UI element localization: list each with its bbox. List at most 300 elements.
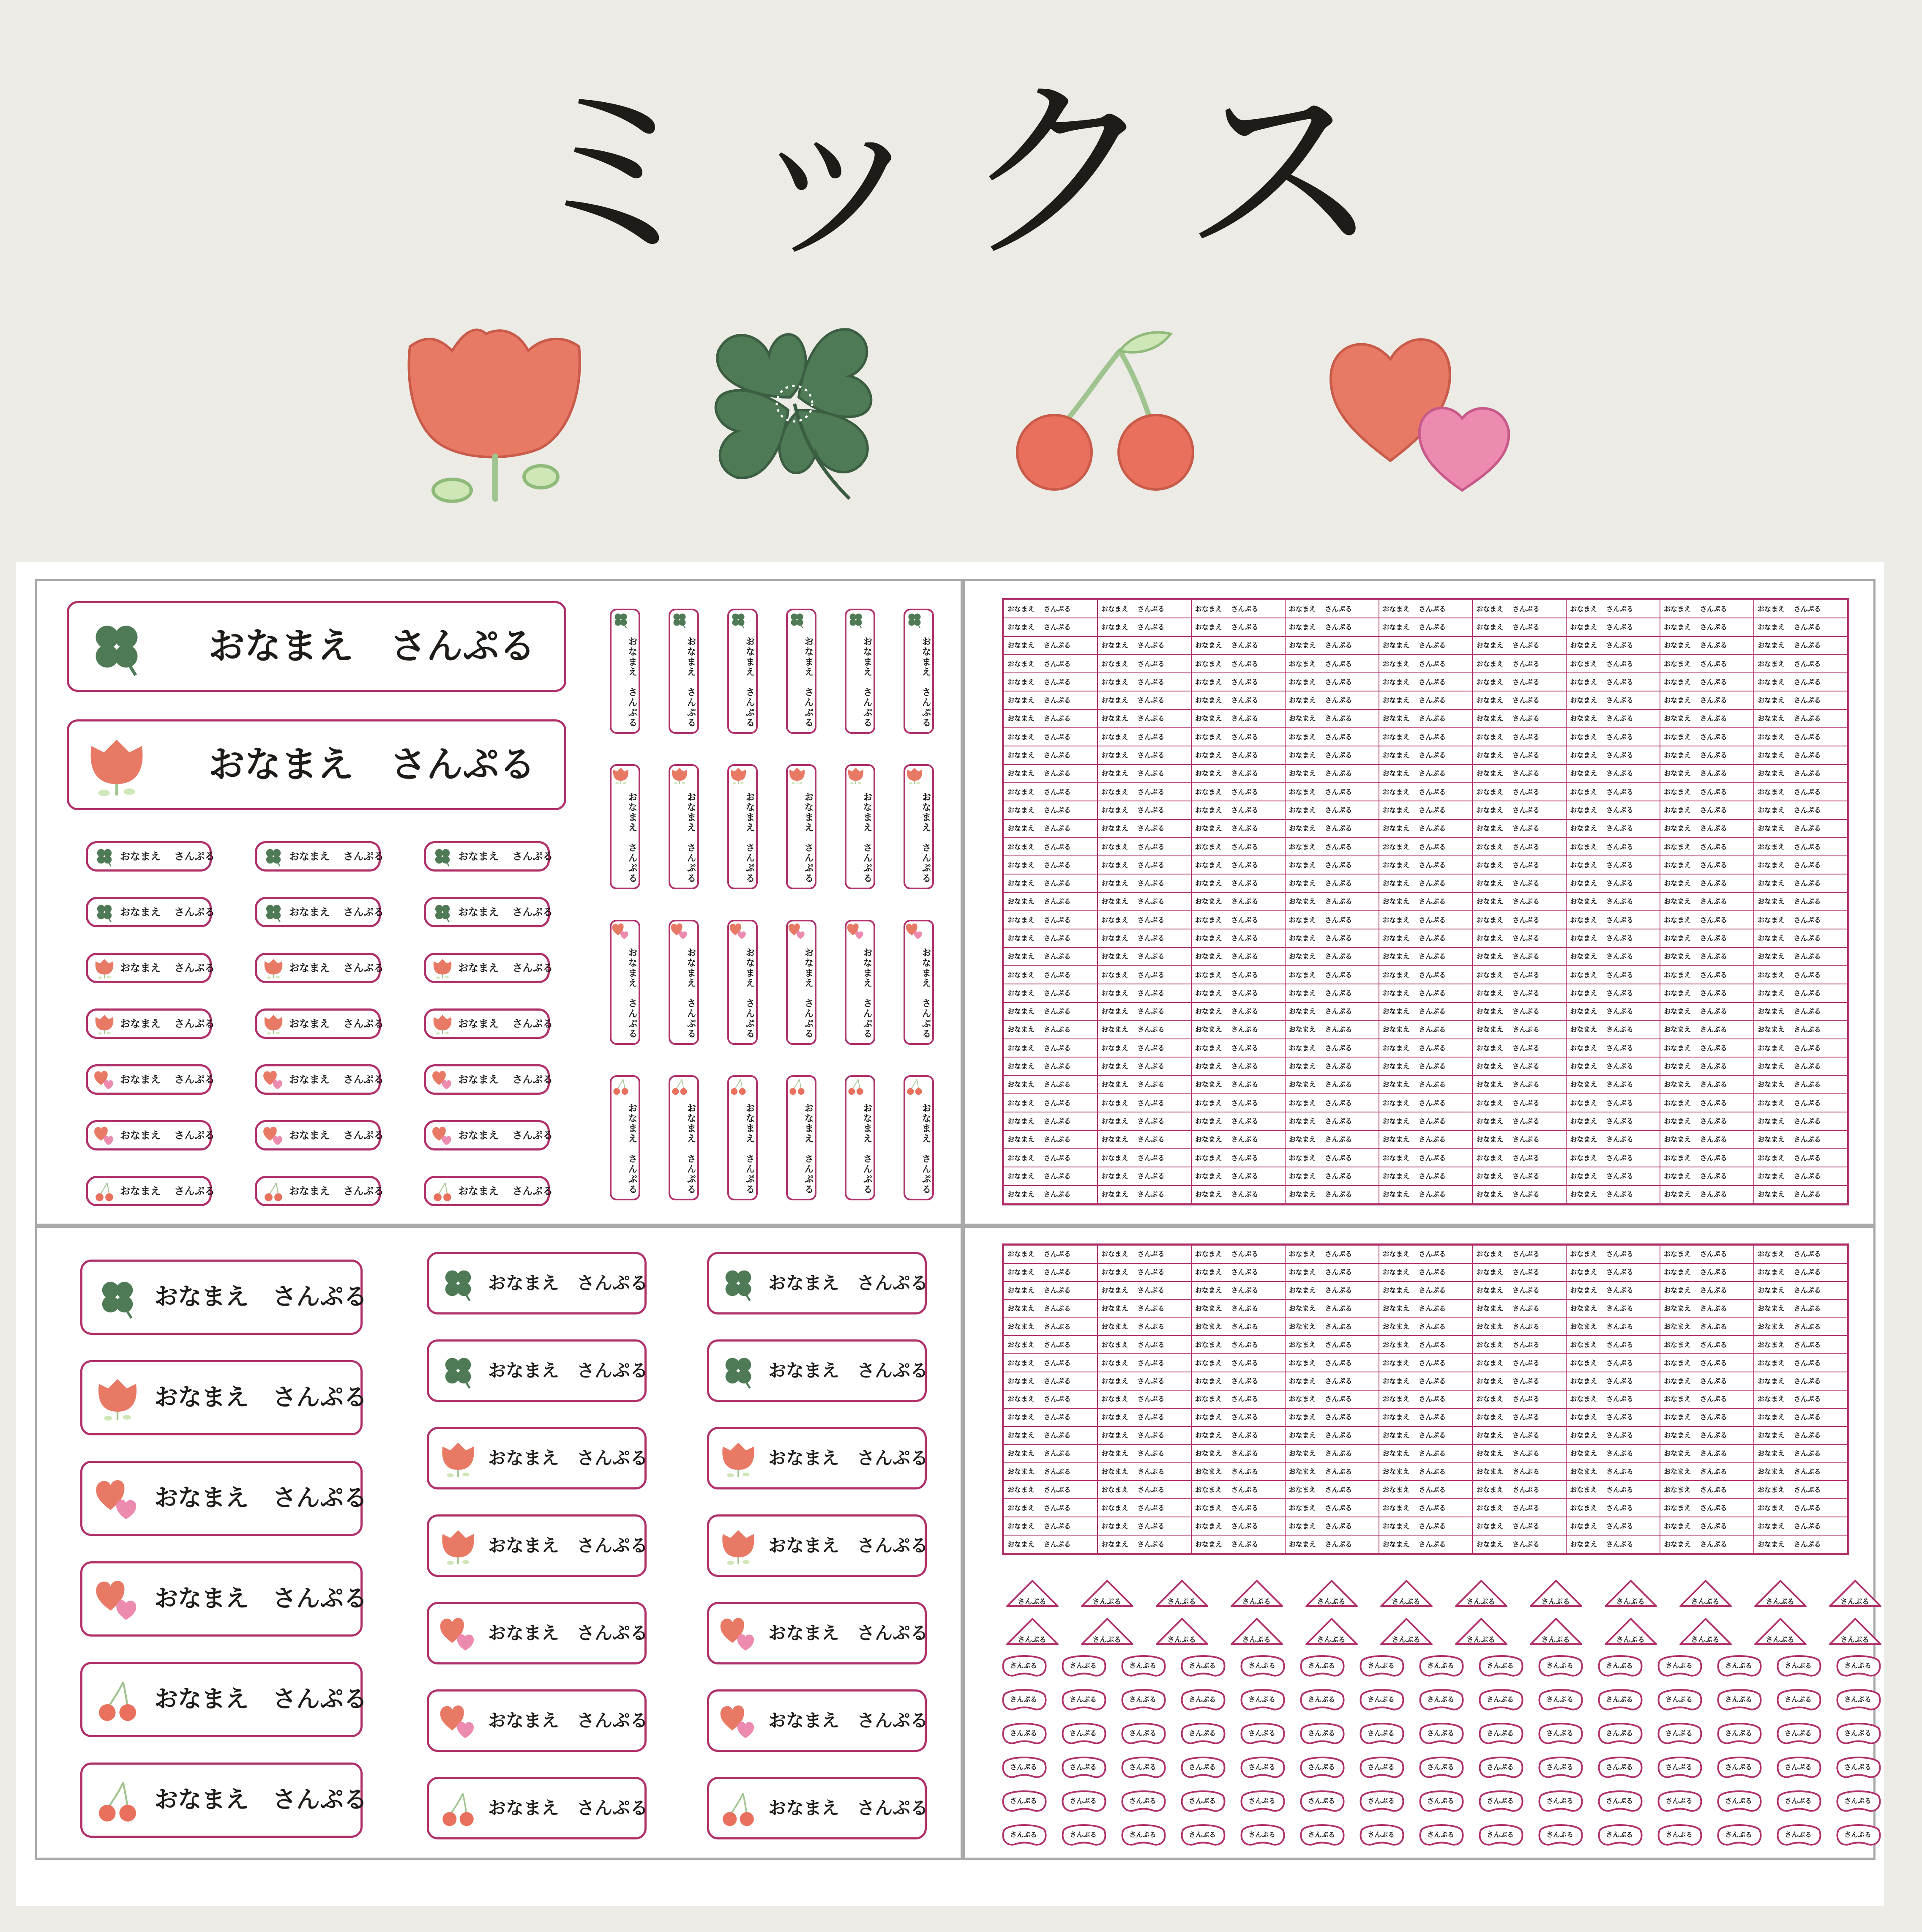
mini-label: おなまえ さんぷる <box>1472 1354 1566 1372</box>
hearts-icon <box>262 1124 284 1146</box>
mini-label: おなまえ さんぷる <box>1472 618 1566 636</box>
hearts-icon <box>719 1614 758 1653</box>
triangle-label-text: さんぷる <box>1616 1598 1645 1606</box>
mini-label: おなまえ さんぷる <box>1004 1149 1098 1167</box>
mini-label: おなまえ さんぷる <box>1098 691 1191 709</box>
triangle-label-text: さんぷる <box>1691 1598 1720 1606</box>
cherry-icon <box>93 1180 115 1202</box>
mini-label: おなまえ さんぷる <box>1004 691 1098 709</box>
mini-label: おなまえ さんぷる <box>1754 838 1848 856</box>
mini-label: おなまえ さんぷる <box>1191 1481 1285 1499</box>
name-label <box>86 1176 215 1206</box>
mini-label: おなまえ さんぷる <box>1285 1336 1379 1354</box>
hearts-icon <box>788 921 806 940</box>
mini-label: おなまえ さんぷる <box>1098 618 1191 636</box>
mini-label: おなまえ さんぷる <box>1379 1372 1473 1390</box>
mini-label: おなまえ さんぷる <box>1472 801 1566 819</box>
name-label <box>86 1064 215 1095</box>
vertical-name-label <box>727 764 758 889</box>
oval-label-text: さんぷる <box>1070 1831 1097 1839</box>
hearts-icon <box>431 1124 453 1146</box>
mini-label: おなまえ さんぷる <box>1004 929 1098 947</box>
mini-label: おなまえ さんぷる <box>1754 1282 1848 1300</box>
mini-label: おなまえ さんぷる <box>1191 1282 1285 1300</box>
mini-label: おなまえ さんぷる <box>1754 801 1848 819</box>
tulip-icon <box>94 1375 141 1421</box>
vertical-name-label <box>786 920 816 1045</box>
oval-label-text: さんぷる <box>1665 1695 1693 1703</box>
mini-label: おなまえ さんぷる <box>1379 691 1473 709</box>
name-label <box>424 1064 553 1095</box>
mini-label: おなまえ さんぷる <box>1379 1499 1473 1517</box>
mini-label: おなまえ さんぷる <box>1004 728 1098 746</box>
mini-label: おなまえ さんぷる <box>1566 710 1660 728</box>
mini-label: おなまえ さんぷる <box>1660 600 1754 618</box>
mini-label: おなまえ さんぷる <box>1004 746 1098 764</box>
mini-label: おなまえ さんぷる <box>1379 1336 1473 1354</box>
mini-label: おなまえ さんぷる <box>1285 1149 1379 1167</box>
label-text: おなまえ さんぷる <box>862 1103 872 1194</box>
mini-label: おなまえ さんぷる <box>1098 728 1191 746</box>
oval-label-text: さんぷる <box>1606 1729 1633 1737</box>
mini-label: おなまえ さんぷる <box>1004 1300 1098 1318</box>
mini-label: おなまえ さんぷる <box>1566 1463 1660 1481</box>
name-label <box>80 1763 367 1838</box>
mini-label: おなまえ さんぷる <box>1285 1499 1379 1517</box>
mini-label: おなまえ さんぷる <box>1285 856 1379 874</box>
oval-label-text: さんぷる <box>1010 1729 1037 1737</box>
mini-label: おなまえ さんぷる <box>1754 1094 1848 1112</box>
label-text: おなまえ さんぷる <box>289 1185 384 1197</box>
mini-label: おなまえ さんぷる <box>1660 1263 1754 1282</box>
mini-label: おなまえ さんぷる <box>1191 1039 1285 1057</box>
mini-label: おなまえ さんぷる <box>1285 874 1379 892</box>
mini-label: おなまえ さんぷる <box>1004 600 1098 618</box>
mini-label: おなまえ さんぷる <box>1566 1245 1660 1263</box>
mini-label: おなまえ さんぷる <box>1472 1408 1566 1426</box>
mini-label: おなまえ さんぷる <box>1285 948 1379 966</box>
oval-label-text: さんぷる <box>1308 1831 1335 1839</box>
vertical-name-label <box>904 609 934 734</box>
tulip-icon <box>439 1526 478 1565</box>
mini-label: おなまえ さんぷる <box>1098 1445 1191 1463</box>
clover-icon <box>439 1351 478 1390</box>
name-label <box>427 1777 647 1839</box>
mini-label: おなまえ さんぷる <box>1191 1336 1285 1354</box>
mini-label: おなまえ さんぷる <box>1191 1263 1285 1282</box>
mini-label: おなまえ さんぷる <box>1191 911 1285 929</box>
mini-label: おなまえ さんぷる <box>1285 691 1379 709</box>
mini-label: おなまえ さんぷる <box>1472 655 1566 673</box>
mini-label: おなまえ さんぷる <box>1379 893 1473 911</box>
oval-label-text: さんぷる <box>1844 1763 1872 1771</box>
label-text: おなまえ さんぷる <box>744 637 755 728</box>
cherry-icon <box>94 1676 141 1723</box>
mini-label: おなまえ さんぷる <box>1098 1094 1191 1112</box>
label-text: おなまえ さんぷる <box>488 1360 648 1381</box>
label-text: おなまえ さんぷる <box>289 962 384 974</box>
oval-label-text: さんぷる <box>1725 1695 1753 1703</box>
mini-label: おなまえ さんぷる <box>1098 1076 1191 1094</box>
mini-label: おなまえ さんぷる <box>1379 1445 1473 1463</box>
name-label <box>255 1120 384 1150</box>
mini-label: おなまえ さんぷる <box>1472 874 1566 892</box>
mini-label: おなまえ さんぷる <box>1566 1094 1660 1112</box>
mini-label: おなまえ さんぷる <box>1754 893 1848 911</box>
triangle-label-text: さんぷる <box>1242 1598 1271 1606</box>
mini-label: おなまえ さんぷる <box>1566 966 1660 984</box>
mini-label: おなまえ さんぷる <box>1285 838 1379 856</box>
clover-icon <box>93 845 115 867</box>
oval-label-text: さんぷる <box>1427 1661 1455 1670</box>
mini-label: おなまえ さんぷる <box>1754 1354 1848 1372</box>
label-text: おなまえ さんぷる <box>208 625 535 667</box>
oval-label-text: さんぷる <box>1010 1763 1037 1771</box>
name-label <box>424 897 553 927</box>
mini-label: おなまえ さんぷる <box>1004 911 1098 929</box>
tulip-icon <box>788 766 806 784</box>
label-text: おなまえ さんぷる <box>120 850 215 862</box>
mini-label: おなまえ さんぷる <box>1472 984 1566 1002</box>
mini-label: おなまえ さんぷる <box>1472 728 1566 746</box>
mini-label: おなまえ さんぷる <box>1754 1426 1848 1445</box>
mini-label: おなまえ さんぷる <box>1472 600 1566 618</box>
mini-label: おなまえ さんぷる <box>1191 1408 1285 1426</box>
mini-label: おなまえ さんぷる <box>1098 929 1191 947</box>
triangle-label-text: さんぷる <box>1242 1636 1271 1644</box>
mini-label: おなまえ さんぷる <box>1004 618 1098 636</box>
mini-label: おなまえ さんぷる <box>1379 1057 1473 1075</box>
mini-label: おなまえ さんぷる <box>1285 820 1379 838</box>
mini-label: おなまえ さんぷる <box>1472 1039 1566 1057</box>
mini-label: おなまえ さんぷる <box>1285 1318 1379 1336</box>
name-label <box>427 1689 647 1752</box>
name-label <box>424 1176 553 1206</box>
oval-label-text: さんぷる <box>1308 1729 1335 1737</box>
oval-label-text: さんぷる <box>1665 1729 1693 1737</box>
cherry-icon <box>670 1077 689 1096</box>
mini-label: おなまえ さんぷる <box>1191 1426 1285 1445</box>
mini-label: おなまえ さんぷる <box>1754 1263 1848 1282</box>
mini-label: おなまえ さんぷる <box>1660 1535 1754 1553</box>
mini-label: おなまえ さんぷる <box>1660 1426 1754 1445</box>
mini-label: おなまえ さんぷる <box>1004 1499 1098 1517</box>
mini-label: おなまえ さんぷる <box>1004 1426 1098 1445</box>
mini-label: おなまえ さんぷる <box>1379 820 1473 838</box>
mini-label: おなまえ さんぷる <box>1285 1463 1379 1481</box>
cherry-icon <box>94 1777 141 1823</box>
triangle-label-text: さんぷる <box>1018 1598 1046 1606</box>
mini-label: おなまえ さんぷる <box>1566 1112 1660 1130</box>
mini-label: おなまえ さんぷる <box>1472 1131 1566 1149</box>
mini-label: おなまえ さんぷる <box>1472 1300 1566 1318</box>
cherry-icon <box>719 1789 758 1828</box>
name-label <box>707 1427 927 1489</box>
label-text: おなまえ さんぷる <box>458 1017 553 1030</box>
label-text: おなまえ さんぷる <box>685 1103 696 1194</box>
mini-label: おなまえ さんぷる <box>1285 1481 1379 1499</box>
mini-label: おなまえ さんぷる <box>1004 856 1098 874</box>
oval-label-text: さんぷる <box>1785 1831 1812 1839</box>
mini-label: おなまえ さんぷる <box>1285 1445 1379 1463</box>
mini-label: おなまえ さんぷる <box>1285 1245 1379 1263</box>
hearts-icon <box>846 921 865 940</box>
mini-label: おなまえ さんぷる <box>1379 1263 1473 1282</box>
mini-label: おなまえ さんぷる <box>1754 1481 1848 1499</box>
name-label <box>86 953 215 983</box>
oval-label-text: さんぷる <box>1427 1729 1455 1737</box>
mini-label: おなまえ さんぷる <box>1472 1149 1566 1167</box>
name-label <box>707 1252 927 1314</box>
oval-label-text: さんぷる <box>1665 1763 1693 1771</box>
mini-label: おなまえ さんぷる <box>1285 1354 1379 1372</box>
label-text: おなまえ さんぷる <box>768 1535 928 1556</box>
name-label <box>427 1514 647 1577</box>
oval-label-text: さんぷる <box>1010 1797 1037 1805</box>
oval-label-text: さんぷる <box>1546 1661 1574 1670</box>
name-label <box>427 1427 647 1489</box>
mini-label: おなまえ さんぷる <box>1191 1149 1285 1167</box>
mini-label: おなまえ さんぷる <box>1660 948 1754 966</box>
oval-label-text: さんぷる <box>1546 1831 1574 1839</box>
mini-label: おなまえ さんぷる <box>1285 1408 1379 1426</box>
mini-label: おなまえ さんぷる <box>1566 728 1660 746</box>
oval-label-text: さんぷる <box>1248 1763 1276 1771</box>
tulip-icon <box>905 766 924 784</box>
mini-label: おなまえ さんぷる <box>1098 801 1191 819</box>
label-text: おなまえ さんぷる <box>458 850 553 862</box>
mini-label: おなまえ さんぷる <box>1472 893 1566 911</box>
label-text: おなまえ さんぷる <box>920 1103 931 1194</box>
oval-label-text: さんぷる <box>1308 1797 1335 1805</box>
mini-label: おなまえ さんぷる <box>1285 1131 1379 1149</box>
clover-icon <box>905 610 924 629</box>
mini-label: おなまえ さんぷる <box>1754 1336 1848 1354</box>
mini-label: おなまえ さんぷる <box>1004 765 1098 783</box>
mini-label: おなまえ さんぷる <box>1472 856 1566 874</box>
mini-label: おなまえ さんぷる <box>1379 801 1473 819</box>
mini-label: おなまえ さんぷる <box>1098 1245 1191 1263</box>
mini-label: おなまえ さんぷる <box>1379 1076 1473 1094</box>
oval-label-text: さんぷる <box>1665 1797 1693 1805</box>
name-label <box>424 841 553 872</box>
mini-label: おなまえ さんぷる <box>1472 838 1566 856</box>
mini-label-grid <box>1002 1243 1849 1555</box>
mini-label: おなまえ さんぷる <box>1098 1463 1191 1481</box>
mini-label: おなまえ さんぷる <box>1191 728 1285 746</box>
tulip-icon <box>93 957 115 979</box>
mini-label: おなまえ さんぷる <box>1004 1167 1098 1185</box>
mini-label: おなまえ さんぷる <box>1098 710 1191 728</box>
mini-label: おなまえ さんぷる <box>1004 637 1098 655</box>
mini-label: おなまえ さんぷる <box>1754 655 1848 673</box>
tulip-icon <box>93 1013 115 1035</box>
tulip-icon <box>431 1013 453 1035</box>
hearts-icon <box>94 1576 141 1622</box>
hearts-icon <box>729 921 748 940</box>
mini-label: おなまえ さんぷる <box>1472 1445 1566 1463</box>
mini-label: おなまえ さんぷる <box>1098 1057 1191 1075</box>
mini-label: おなまえ さんぷる <box>1660 801 1754 819</box>
mini-label: おなまえ さんぷる <box>1660 710 1754 728</box>
mini-label: おなまえ さんぷる <box>1566 1354 1660 1372</box>
cherry-icon <box>431 1180 453 1202</box>
label-text: おなまえ さんぷる <box>803 792 814 883</box>
oval-label-text: さんぷる <box>1308 1763 1335 1771</box>
mini-label: おなまえ さんぷる <box>1379 783 1473 801</box>
oval-label-text: さんぷる <box>1189 1797 1216 1805</box>
triangle-label-text: さんぷる <box>1840 1598 1869 1606</box>
triangle-label-text: さんぷる <box>1541 1636 1570 1644</box>
mini-label: おなまえ さんぷる <box>1754 929 1848 947</box>
mini-label: おなまえ さんぷる <box>1004 1186 1098 1204</box>
oval-label-text: さんぷる <box>1606 1831 1633 1839</box>
vertical-name-label <box>669 1075 699 1200</box>
mini-label: おなまえ さんぷる <box>1472 1282 1566 1300</box>
tulip-icon <box>719 1439 758 1478</box>
mini-label: おなまえ さんぷる <box>1660 1499 1754 1517</box>
mini-label: おなまえ さんぷる <box>1566 1499 1660 1517</box>
mini-label: おなまえ さんぷる <box>1472 1245 1566 1263</box>
mini-label: おなまえ さんぷる <box>1191 1094 1285 1112</box>
mini-label: おなまえ さんぷる <box>1098 1517 1191 1535</box>
name-label <box>86 841 215 872</box>
label-text: おなまえ さんぷる <box>744 792 755 883</box>
oval-label-text: さんぷる <box>1665 1661 1693 1670</box>
mini-label: おなまえ さんぷる <box>1191 1463 1285 1481</box>
oval-label-text: さんぷる <box>1368 1831 1395 1839</box>
tulip-icon <box>439 1439 478 1478</box>
mini-label: おなまえ さんぷる <box>1004 1263 1098 1282</box>
clover-icon <box>431 901 453 923</box>
mini-label: おなまえ さんぷる <box>1285 801 1379 819</box>
label-text: おなまえ さんぷる <box>803 1103 814 1194</box>
mini-label: おなまえ さんぷる <box>1098 893 1191 911</box>
mini-label: おなまえ さんぷる <box>1285 1426 1379 1445</box>
mini-label: おなまえ さんぷる <box>1566 1167 1660 1185</box>
mini-label: おなまえ さんぷる <box>1191 1003 1285 1021</box>
label-text: おなまえ さんぷる <box>458 962 553 974</box>
triangle-label-text: さんぷる <box>1466 1598 1495 1606</box>
triangle-label-text: さんぷる <box>1392 1636 1420 1644</box>
mini-label: おなまえ さんぷる <box>1191 637 1285 655</box>
tulip-icon <box>85 733 148 797</box>
mini-label-grid <box>1002 598 1849 1205</box>
oval-label-text: さんぷる <box>1368 1661 1395 1670</box>
name-label <box>707 1514 927 1577</box>
mini-label: おなまえ さんぷる <box>1660 1094 1754 1112</box>
mini-label: おなまえ さんぷる <box>1754 856 1848 874</box>
label-text: おなまえ さんぷる <box>488 1797 648 1818</box>
mini-label: おなまえ さんぷる <box>1379 1318 1473 1336</box>
mini-label: おなまえ さんぷる <box>1285 746 1379 764</box>
mini-label: おなまえ さんぷる <box>1098 1535 1191 1553</box>
name-label <box>67 719 566 810</box>
mini-label: おなまえ さんぷる <box>1191 838 1285 856</box>
mini-label: おなまえ さんぷる <box>1754 1300 1848 1318</box>
label-text: おなまえ さんぷる <box>289 850 384 862</box>
mini-label: おなまえ さんぷる <box>1379 948 1473 966</box>
mini-label: おなまえ さんぷる <box>1472 746 1566 764</box>
mini-label: おなまえ さんぷる <box>1285 765 1379 783</box>
mini-label: おなまえ さんぷる <box>1191 856 1285 874</box>
mini-label: おなまえ さんぷる <box>1379 746 1473 764</box>
label-text: おなまえ さんぷる <box>803 637 814 728</box>
mini-label: おなまえ さんぷる <box>1285 893 1379 911</box>
triangle-label-text: さんぷる <box>1392 1598 1420 1606</box>
mini-label: おなまえ さんぷる <box>1472 1535 1566 1553</box>
mini-label: おなまえ さんぷる <box>1566 820 1660 838</box>
vertical-name-label <box>669 609 699 734</box>
label-text: おなまえ さんぷる <box>768 1797 928 1818</box>
mini-label: おなまえ さんぷる <box>1379 1167 1473 1185</box>
hearts-icon <box>670 921 689 940</box>
mini-label: おなまえ さんぷる <box>1004 655 1098 673</box>
oval-label-text: さんぷる <box>1070 1763 1097 1771</box>
mini-label: おなまえ さんぷる <box>1660 1372 1754 1390</box>
oval-label-text: さんぷる <box>1189 1661 1216 1670</box>
oval-label-text: さんぷる <box>1427 1831 1455 1839</box>
mini-label: おなまえ さんぷる <box>1660 893 1754 911</box>
name-label <box>427 1339 647 1402</box>
mini-label: おなまえ さんぷる <box>1754 618 1848 636</box>
hearts-icon <box>1323 325 1526 503</box>
mini-label: おなまえ さんぷる <box>1754 1408 1848 1426</box>
mini-label: おなまえ さんぷる <box>1379 673 1473 691</box>
hearts-icon <box>93 1068 115 1090</box>
mini-label: おなまえ さんぷる <box>1098 948 1191 966</box>
mini-label: おなまえ さんぷる <box>1379 984 1473 1002</box>
oval-label-text: さんぷる <box>1427 1695 1455 1703</box>
mini-label: おなまえ さんぷる <box>1566 691 1660 709</box>
oval-label-text: さんぷる <box>1844 1729 1872 1737</box>
mini-label: おなまえ さんぷる <box>1098 1186 1191 1204</box>
mini-label: おなまえ さんぷる <box>1004 1463 1098 1481</box>
oval-label-text: さんぷる <box>1785 1729 1812 1737</box>
mini-label: おなまえ さんぷる <box>1660 1445 1754 1463</box>
label-text: おなまえ さんぷる <box>154 1786 367 1814</box>
mini-label: おなまえ さんぷる <box>1285 600 1379 618</box>
mini-label: おなまえ さんぷる <box>1098 984 1191 1002</box>
hearts-icon <box>439 1614 478 1653</box>
mini-label: おなまえ さんぷる <box>1472 820 1566 838</box>
oval-label-text: さんぷる <box>1487 1831 1514 1839</box>
mini-label: おなまえ さんぷる <box>1660 765 1754 783</box>
mini-label: おなまえ さんぷる <box>1379 1186 1473 1204</box>
name-label <box>80 1360 367 1435</box>
mini-label: おなまえ さんぷる <box>1660 1282 1754 1300</box>
label-text: おなまえ さんぷる <box>685 792 696 883</box>
mini-label: おなまえ さんぷる <box>1472 1372 1566 1390</box>
mini-label: おなまえ さんぷる <box>1472 948 1566 966</box>
cherry-icon <box>1014 325 1200 495</box>
cherry-icon <box>612 1077 630 1096</box>
mini-label: おなまえ さんぷる <box>1379 1021 1473 1039</box>
clover-icon <box>670 610 689 629</box>
mini-label: おなまえ さんぷる <box>1004 874 1098 892</box>
mini-label: おなまえ さんぷる <box>1660 984 1754 1002</box>
mini-label: おなまえ さんぷる <box>1660 673 1754 691</box>
vertical-name-label <box>904 1075 934 1200</box>
oval-label-text: さんぷる <box>1844 1797 1872 1805</box>
mini-label: おなまえ さんぷる <box>1004 1535 1098 1553</box>
mini-label: おなまえ さんぷる <box>1285 966 1379 984</box>
triangle-label-text: さんぷる <box>1766 1636 1794 1644</box>
mini-label: おなまえ さんぷる <box>1566 746 1660 764</box>
oval-label-text: さんぷる <box>1189 1695 1216 1703</box>
mini-label: おなまえ さんぷる <box>1754 874 1848 892</box>
mini-label: おなまえ さんぷる <box>1098 820 1191 838</box>
